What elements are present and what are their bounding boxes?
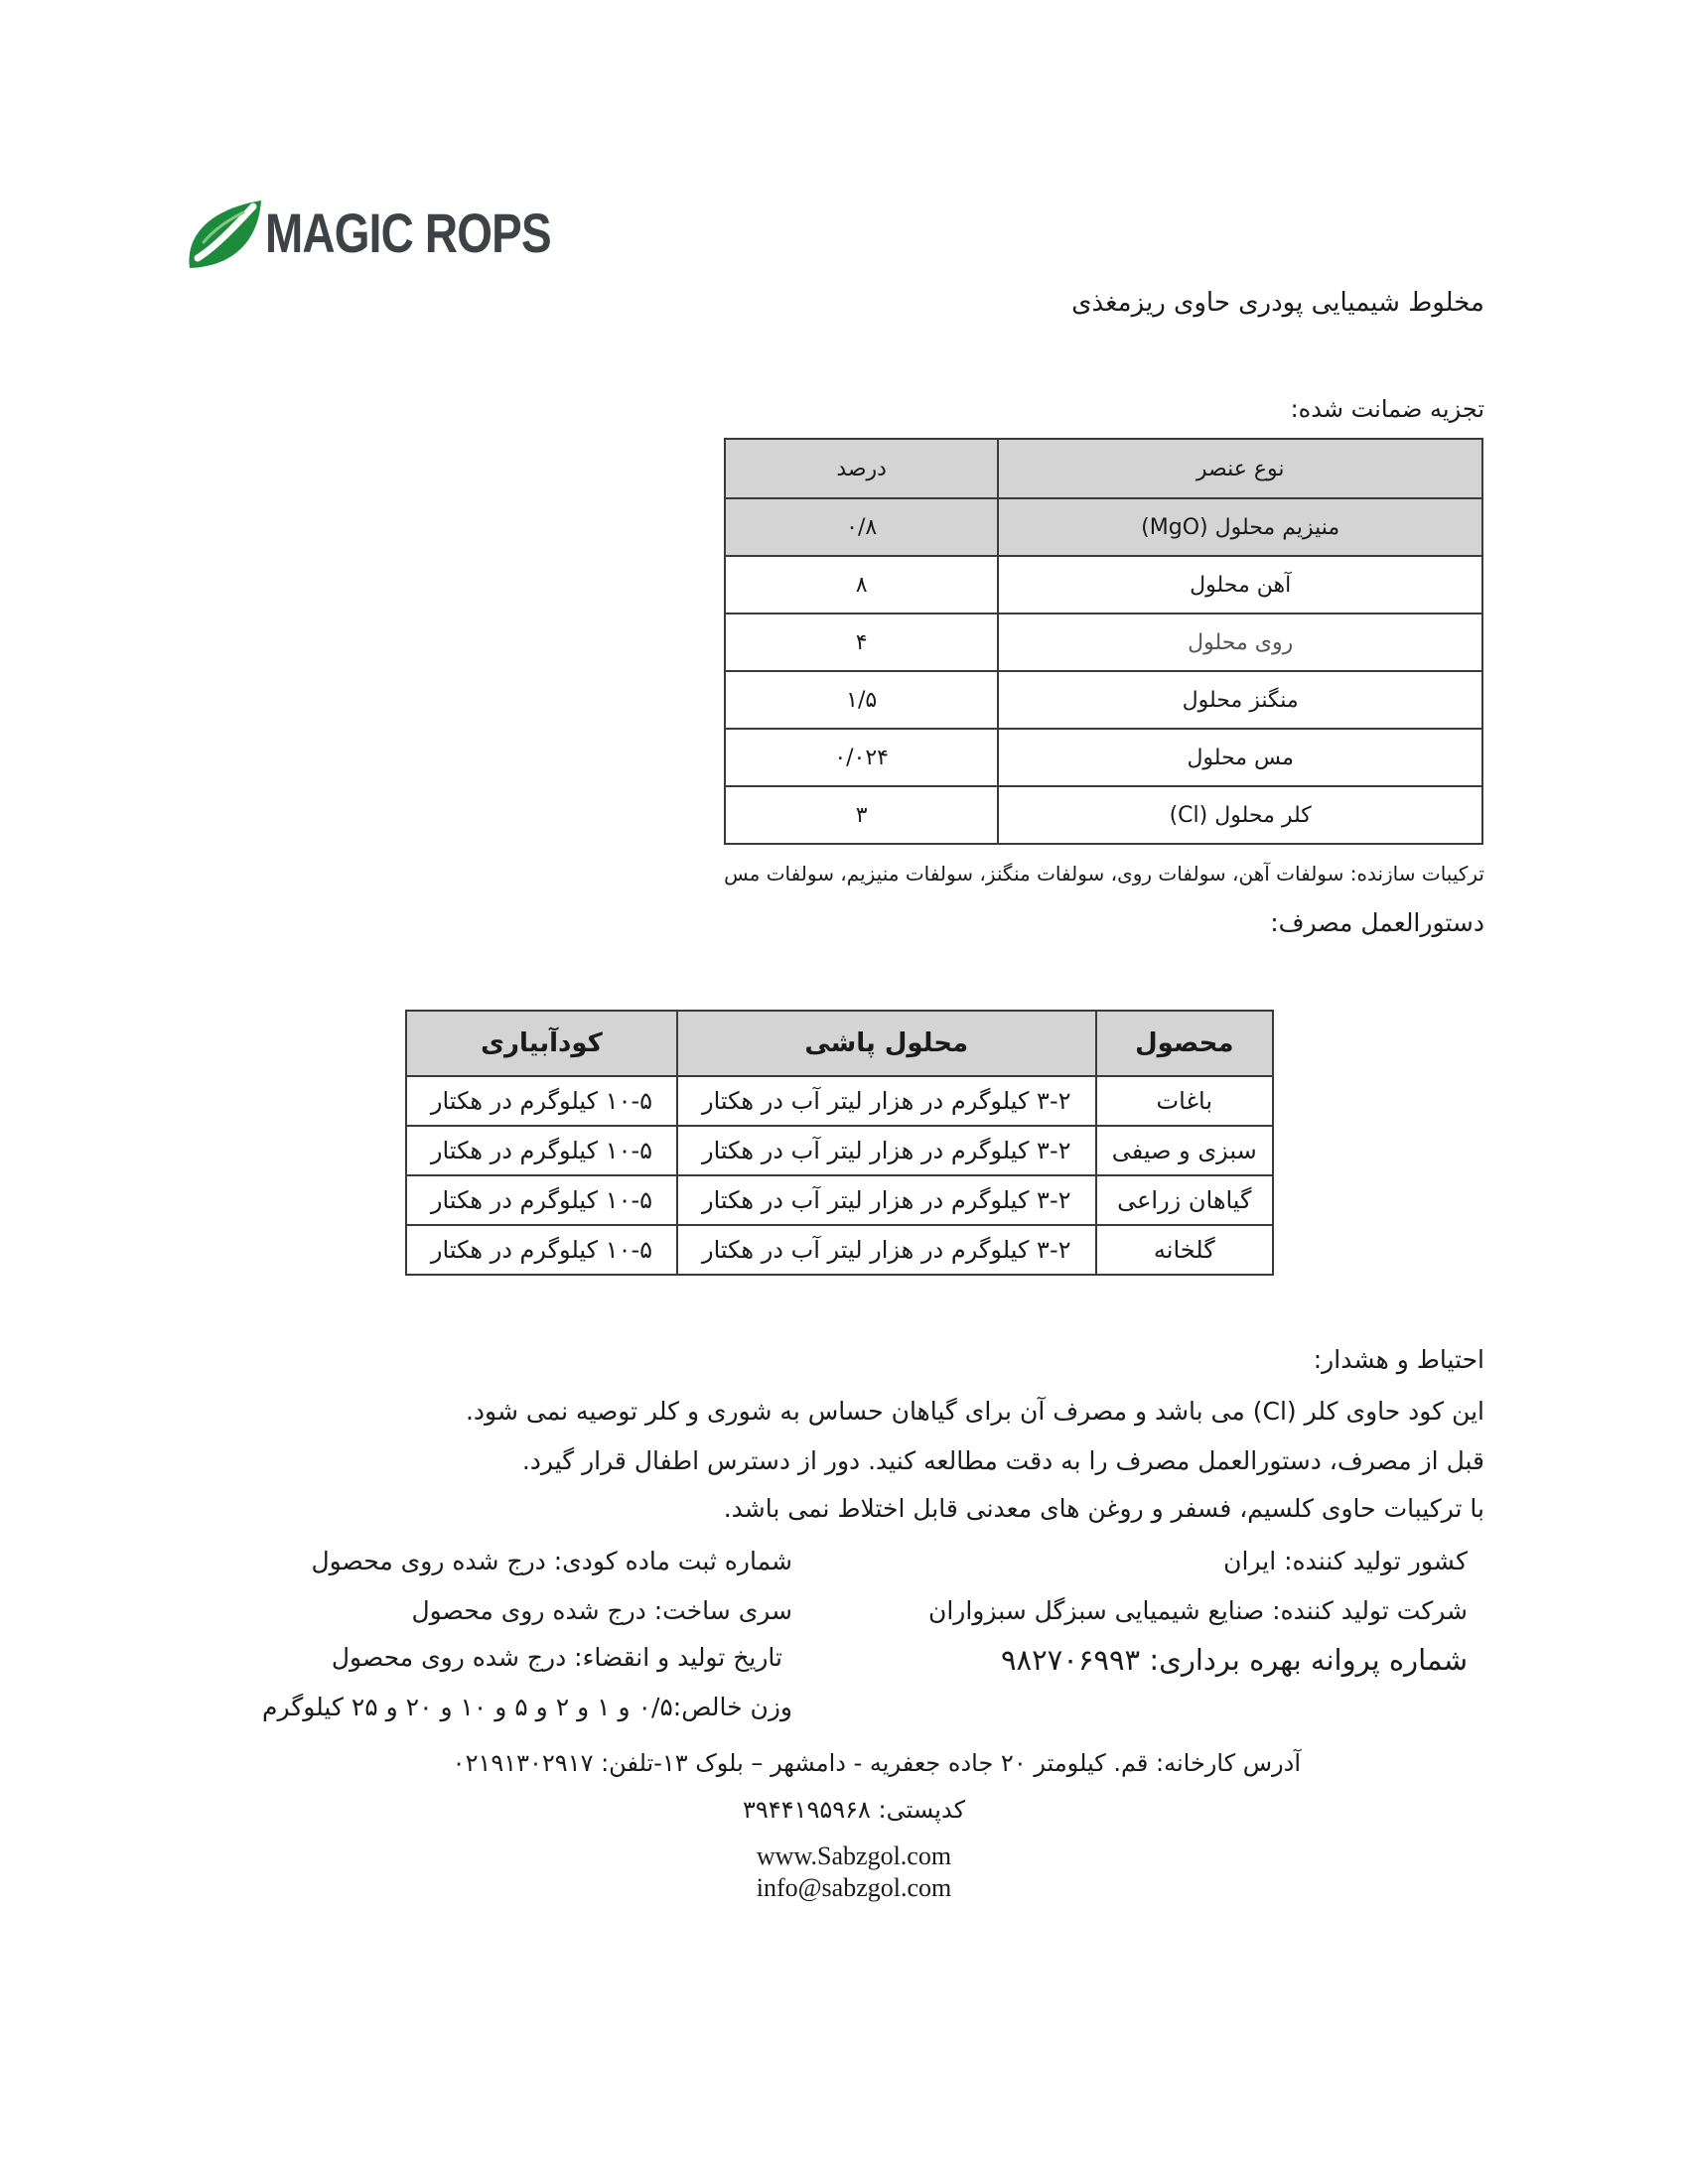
email-link[interactable]: info@sabzgol.com [756,1873,952,1902]
foliar-cell: ۳-۲ کیلوگرم در هزار لیتر آب در هکتار [677,1225,1096,1275]
product-title: مخلوط شیمیایی پودری حاوی ریزمغذی [1071,288,1484,318]
warning-line: این کود حاوی کلر (Cl) می باشد و مصرف آن برای گیاهان حساس به شوری و کلر توصیه نمی شود. [465,1397,1484,1426]
header-crop: محصول [1096,1011,1273,1076]
net-weight: وزن خالص:۰/۵ و ۱ و ۲ و ۵ و ۱۰ و ۲۰ و ۲۵ کیلوگرم [262,1693,792,1721]
table-row [725,786,1482,844]
element-cell: آهن محلول [998,556,1482,614]
postal-code: کدپستی: ۳۹۴۴۱۹۵۹۶۸ [743,1796,965,1824]
percent-cell: ۱/۵ [725,671,998,729]
table-row [406,1175,1273,1225]
table-row [725,729,1482,786]
table-row [725,671,1482,729]
crop-cell: گلخانه [1096,1225,1273,1275]
analysis-heading: تجزیه ضمانت شده: [1290,395,1484,423]
leaf-logo-icon [184,197,265,276]
fertigation-cell: ۱۰-۵ کیلوگرم در هکتار [406,1225,677,1275]
usage-heading: دستورالعمل مصرف: [1270,908,1484,937]
batch-number: سری ساخت: درج شده روی محصول [411,1596,792,1625]
element-cell: منیزیم محلول (MgO) [998,498,1482,556]
table-row [406,1076,1273,1126]
crop-cell: گیاهان زراعی [1096,1175,1273,1225]
header-foliar: محلول پاشی [677,1011,1096,1076]
usage-table [405,1010,1274,1276]
percent-cell: ۰/۸ [725,498,998,556]
header-percent: درصد [725,439,998,498]
table-header-row [725,439,1482,498]
percent-cell: ۳ [725,786,998,844]
foliar-cell: ۳-۲ کیلوگرم در هزار لیتر آب در هکتار [677,1175,1096,1225]
percent-cell: ۰/۰۲۴ [725,729,998,786]
website-link[interactable]: www.Sabzgol.com [756,1842,952,1870]
table-header-row [406,1011,1273,1076]
foliar-cell: ۳-۲ کیلوگرم در هزار لیتر آب در هکتار [677,1076,1096,1126]
header-fertigation: کودآبیاری [406,1011,677,1076]
percent-cell: ۴ [725,614,998,671]
crop-cell: سبزی و صیفی [1096,1126,1273,1175]
fertigation-cell: ۱۰-۵ کیلوگرم در هکتار [406,1175,677,1225]
element-cell: روی محلول [998,614,1482,671]
table-row [725,498,1482,556]
registration-number: شماره ثبت ماده کودی: درج شده روی محصول [311,1547,792,1575]
factory-address: آدرس کارخانه: قم. کیلومتر ۲۰ جاده جعفریه - دامشهر – بلوک ۱۳-تلفن: ۰۲۱۹۱۳۰۲۹۱۷ [452,1749,1301,1777]
foliar-cell: ۳-۲ کیلوگرم در هزار لیتر آب در هکتار [677,1126,1096,1175]
element-cell: منگنز محلول [998,671,1482,729]
element-cell: مس محلول [998,729,1482,786]
production-expiry-dates: تاریخ تولید و انقضاء: درج شده روی محصول [331,1643,782,1672]
header-element-type: نوع عنصر [998,439,1482,498]
company-logo [184,197,551,276]
table-row [725,556,1482,614]
warning-line: قبل از مصرف، دستورالعمل مصرف را به دقت مطالعه کنید. دور از دسترس اطفال قرار گیرد. [521,1446,1484,1475]
ingredients-text: ترکیبات سازنده: سولفات آهن، سولفات روی، سولفات منگنز، سولفات منیزیم، سولفات مس [724,862,1484,886]
warning-line: با ترکیبات حاوی کلسیم، فسفر و روغن های معدنی قابل اختلاط نمی باشد. [723,1494,1484,1523]
country-of-origin: کشور تولید کننده: ایران [1223,1547,1468,1575]
table-row [725,614,1482,671]
warnings-heading: احتیاط و هشدار: [1313,1345,1484,1374]
crop-cell: باغات [1096,1076,1273,1126]
manufacturer: شرکت تولید کننده: صنایع شیمیایی سبزگل سبزواران [927,1596,1468,1625]
fertigation-cell: ۱۰-۵ کیلوگرم در هکتار [406,1076,677,1126]
license-number: شماره پروانه بهره برداری: ۹۸۲۷۰۶۹۹۳ [1000,1643,1468,1677]
table-row [406,1225,1273,1275]
table-row [406,1126,1273,1175]
percent-cell: ۸ [725,556,998,614]
fertigation-cell: ۱۰-۵ کیلوگرم در هکتار [406,1126,677,1175]
analysis-table [724,438,1483,845]
logo-text: MAGIC ROPS [265,202,551,264]
element-cell: کلر محلول (Cl) [998,786,1482,844]
